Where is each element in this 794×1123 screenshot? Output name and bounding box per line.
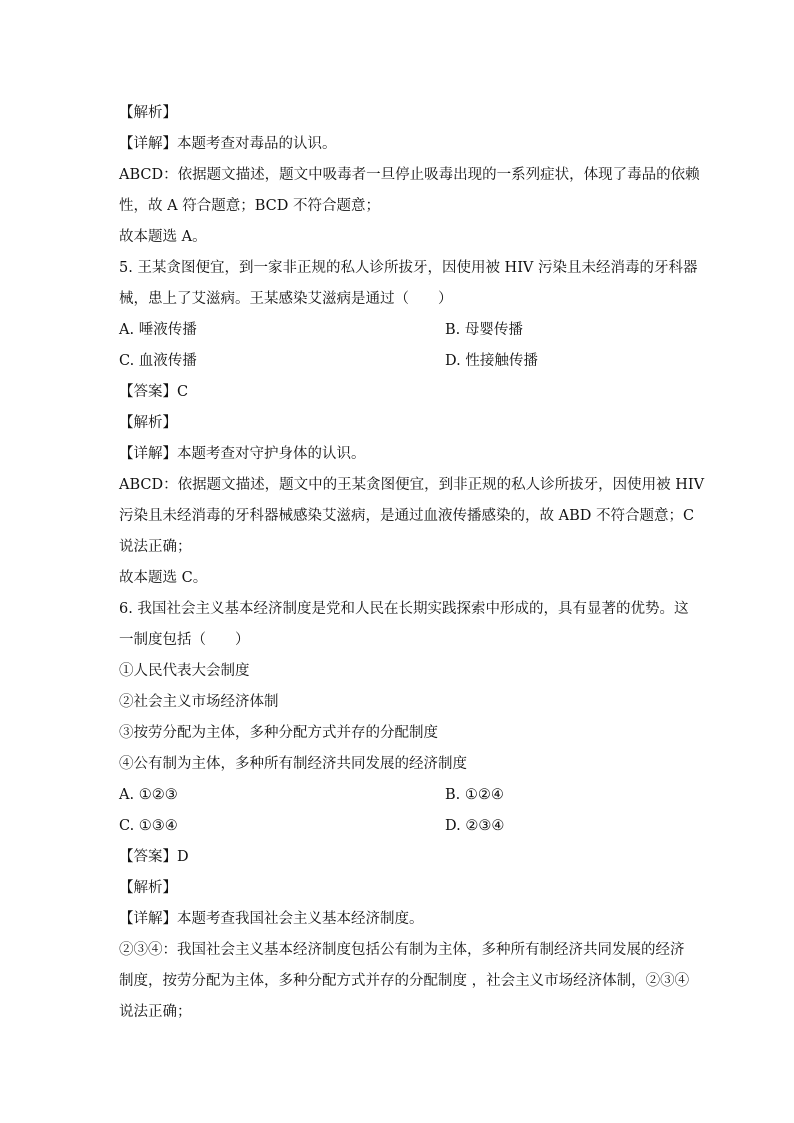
explanation-line: 说法正确；	[119, 539, 192, 555]
detail-line: 【详解】本题考查对守护身体的认识。	[119, 446, 366, 462]
analysis-heading: 【解析】	[119, 105, 177, 121]
detail-line: 【详解】本题考查对毒品的认识。	[119, 136, 337, 152]
statement-2: ②社会主义市场经济体制	[119, 694, 279, 710]
question-5-options-row	[119, 315, 679, 346]
conclusion-line: 故本题选 C。	[119, 570, 208, 586]
explanation-line: ②③④：我国社会主义基本经济制度包括公有制为主体，多种所有制经济共同发展的经济	[119, 942, 685, 958]
option-c: C. ①③④	[119, 818, 178, 834]
option-d: D. ②③④	[445, 818, 505, 834]
question-6-text: 一制度包括（ ）	[119, 632, 250, 648]
analysis-heading: 【解析】	[119, 415, 177, 431]
option-d: D. 性接触传播	[445, 353, 538, 369]
statement-3: ③按劳分配为主体，多种分配方式并存的分配制度	[119, 725, 438, 741]
explanation-line: 说法正确；	[119, 1004, 192, 1020]
question-5-text: 械，患上了艾滋病。王某感染艾滋病是通过（ ）	[119, 291, 453, 307]
option-b: B. ①②④	[445, 787, 504, 803]
option-c: C. 血液传播	[119, 353, 197, 369]
analysis-heading: 【解析】	[119, 880, 177, 896]
explanation-line: 制度，按劳分配为主体，多种分配方式并存的分配制度 ，社会主义市场经济体制，②③④	[119, 973, 690, 989]
option-a: A. ①②③	[119, 787, 178, 803]
question-5-text: 5. 王某贪图便宜，到一家非正规的私人诊所拔牙，因使用被 HIV 污染且未经消毒的牙科器	[119, 260, 698, 276]
detail-line: 【详解】本题考查我国社会主义基本经济制度。	[119, 911, 424, 927]
option-b: B. 母婴传播	[445, 322, 523, 338]
question-5-options-row	[119, 346, 679, 377]
explanation-line: 污染且未经消毒的牙科器械感染艾滋病，是通过血液传播感染的，故 ABD 不符合题意；C	[119, 508, 695, 524]
statement-1: ①人民代表大会制度	[119, 663, 250, 679]
question-6-options-row	[119, 780, 679, 811]
document-body	[119, 98, 705, 1028]
answer-line: 【答案】D	[119, 849, 189, 865]
explanation-line: 性，故 A 符合题意；BCD 不符合题意；	[119, 198, 380, 214]
question-6-text: 6. 我国社会主义基本经济制度是党和人民在长期实践探索中形成的，具有显著的优势。这	[119, 601, 689, 617]
answer-line: 【答案】C	[119, 384, 189, 400]
explanation-line: ABCD：依据题文描述，题文中吸毒者一旦停止吸毒出现的一系列症状，体现了毒品的依赖	[119, 167, 700, 183]
explanation-line: ABCD：依据题文描述，题文中的王某贪图便宜，到非正规的私人诊所拔牙，因使用被 HIV	[119, 477, 705, 493]
question-6-options-row	[119, 811, 679, 842]
option-a: A. 唾液传播	[119, 322, 197, 338]
conclusion-line: 故本题选 A。	[119, 229, 207, 245]
statement-4: ④公有制为主体，多种所有制经济共同发展的经济制度	[119, 756, 467, 772]
